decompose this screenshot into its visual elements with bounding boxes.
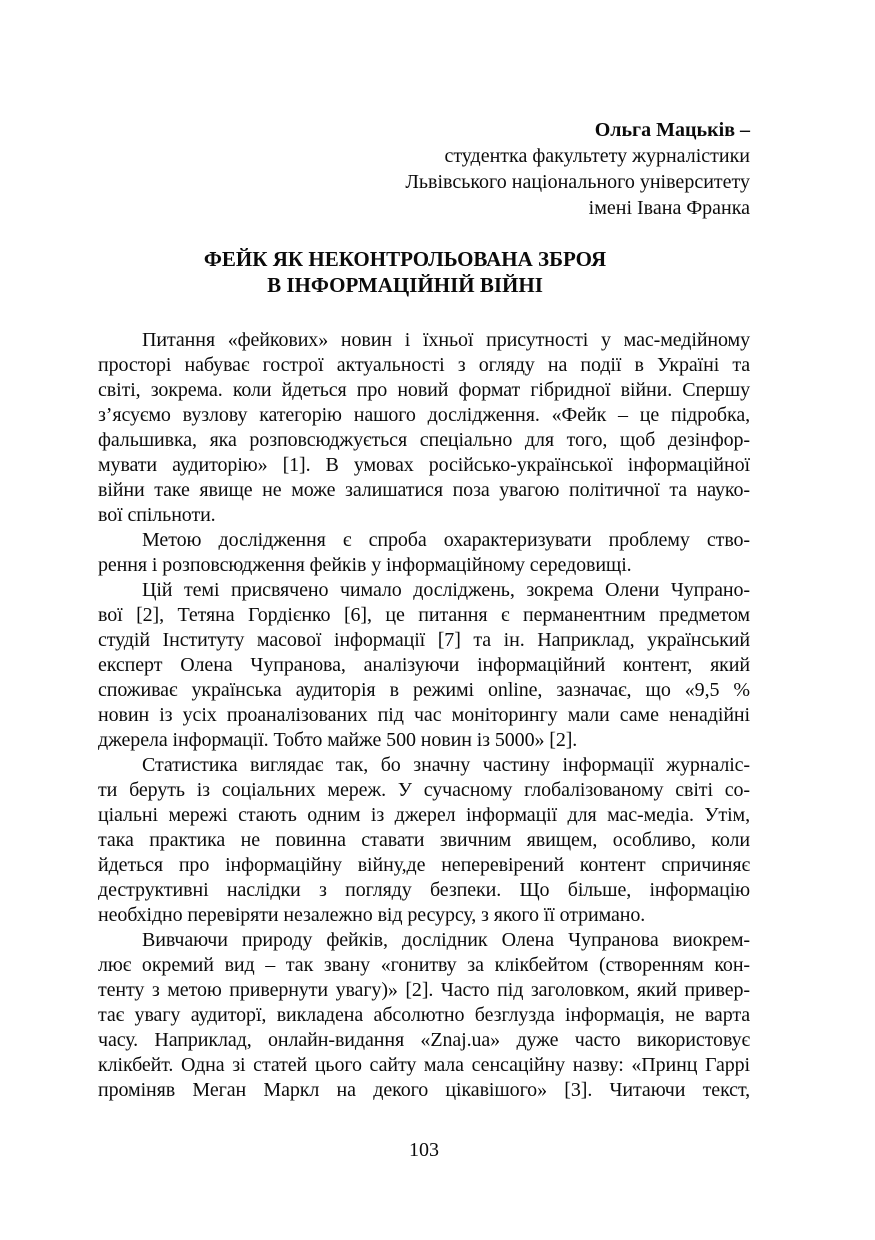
author-affiliation-line: Львівського національного університету <box>405 171 750 193</box>
body-text-line: клікбейт. Одна зі статей цього сайту мала сенсаційну назву: «Принц Гаррі <box>98 1054 750 1076</box>
author-name: Ольга Мацьків – <box>594 119 750 141</box>
body-text-line: така практика не повинна ставати звичним явищем, особливо, коли <box>98 829 750 851</box>
article-title <box>98 246 712 298</box>
body-text-line: війни таке явище не може залишатися поза увагою політичної та науко- <box>98 479 750 501</box>
body-text-line: рення і розповсюдження фейків у інформаційному середовищі. <box>98 554 632 576</box>
body-text-line: вої [2], Тетяна Гордієнко [6], це питання є перманентним предметом <box>98 604 750 626</box>
body-text-line: споживає українська аудиторія в режимі online, зазначає, що «9,5 % <box>98 679 750 701</box>
body-text-line: просторі набуває гострої актуальності з огляду на події в Україні та <box>98 354 750 376</box>
body-text-line: тає увагу аудиторї, викладена абсолютно безглузда інформація, не варта <box>98 1004 750 1026</box>
body-text-line: вої спільноти. <box>98 504 216 526</box>
body-text-line: Цій темі присвячено чимало досліджень, зокрема Олени Чупрано- <box>142 579 750 601</box>
body-text-line: студій Інституту масової інформації [7] та ін. Наприклад, український <box>98 629 750 651</box>
body-text-line: необхідно перевіряти незалежно від ресурсу, з якого її отримано. <box>98 904 646 926</box>
body-text-line: ти беруть із соціальних мереж. У сучасному глобалізованому світі со- <box>98 779 750 801</box>
article-title-line: ФЕЙК ЯК НЕКОНТРОЛЬОВАНА ЗБРОЯ <box>203 247 607 271</box>
body-text-line: експерт Олена Чупранова, аналізуючи інформаційний контент, який <box>98 654 750 676</box>
article-body <box>98 328 750 1103</box>
author-affiliation-line: імені Івана Франка <box>588 197 750 219</box>
body-text-line: джерела інформації. Тобто майже 500 новин із 5000» [2]. <box>98 729 578 751</box>
article-title-line: В ІНФОРМАЦІЙНІЙ ВІЙНІ <box>267 273 543 297</box>
body-text-line: мувати аудиторію» [1]. В умовах російсько-української інформаційної <box>98 454 750 476</box>
page-number: 103 <box>409 1139 439 1161</box>
body-text-line: Метою дослідження є спроба охарактеризувати проблему ство- <box>142 529 750 551</box>
body-text-line: Статистика виглядає так, бо значну частину інформації журналіс- <box>142 754 750 776</box>
body-text-line: проміняв Меган Маркл на декого цікавішого» [3]. Читаючи текст, <box>98 1079 750 1101</box>
author-affiliation-line: студентка факультету журналістики <box>444 145 750 167</box>
body-text-line: часу. Наприклад, онлайн-видання «Znaj.ua» дуже часто використовує <box>98 1029 750 1051</box>
page-content <box>98 0 750 1103</box>
body-text-line: тенту з метою привернути увагу)» [2]. Часто під заголовком, який привер- <box>98 979 750 1001</box>
body-text-line: світі, зокрема. коли йдеться про новий формат гібридної війни. Спершу <box>98 379 750 401</box>
author-block <box>98 117 750 221</box>
body-text-line: йдеться про інформаційну війну,де неперевірений контент спричиняє <box>98 854 750 876</box>
body-text-line: лює окремий вид – так звану «гонитву за клікбейтом (створенням кон- <box>98 954 750 976</box>
body-text-line: ціальні мережі стають одним із джерел інформації для мас-медіа. Утім, <box>98 804 750 826</box>
body-text-line: новин із усіх проаналізованих під час моніторингу мали саме ненадійні <box>98 704 750 726</box>
body-text-line: з’ясуємо вузлову категорію нашого дослідження. «Фейк – це підробка, <box>98 404 750 426</box>
body-text-line: Вивчаючи природу фейків, дослідник Олена Чупранова виокрем- <box>142 929 750 951</box>
body-text-line: Питання «фейкових» новин і їхньої присутності у мас-медійному <box>142 329 750 351</box>
body-text-line: деструктивні наслідки з погляду безпеки. Що більше, інформацію <box>98 879 750 901</box>
body-text-line: фальшивка, яка розповсюджується спеціально для того, щоб дезінфор- <box>98 429 750 451</box>
